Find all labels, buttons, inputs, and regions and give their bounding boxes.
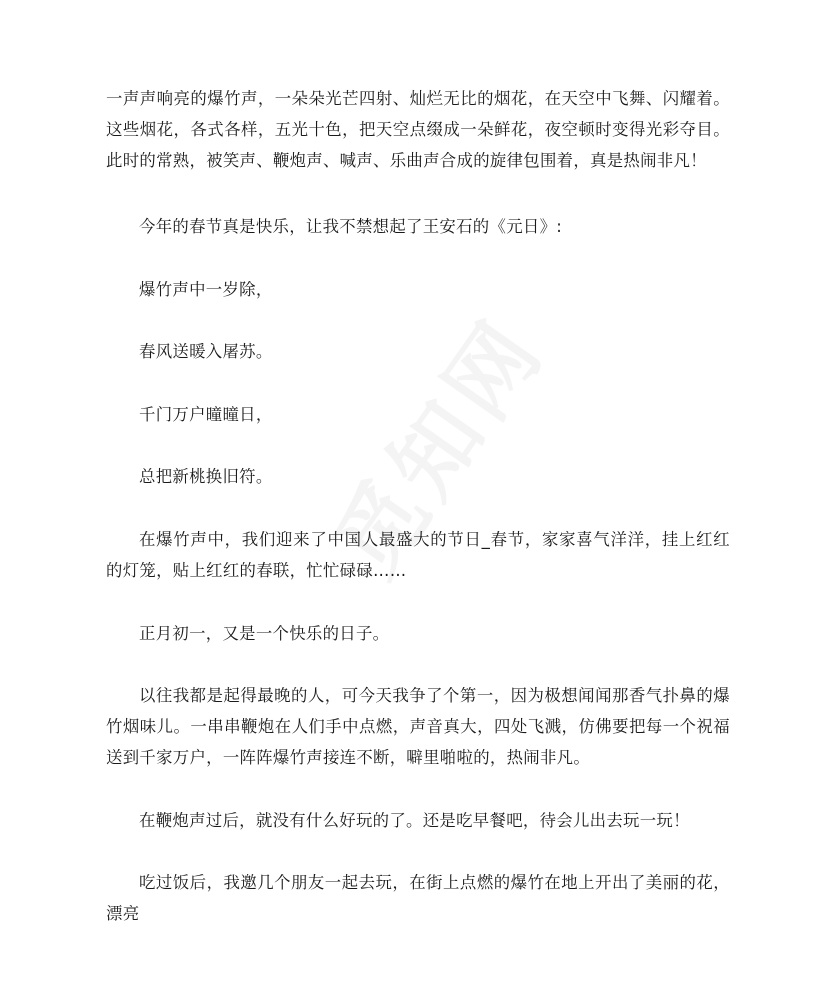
poem-line-2: 春风送暖入屠苏。 — [139, 342, 273, 361]
paragraph-poem-intro: 今年的春节真是快乐，让我不禁想起了王安石的《元日》: — [139, 217, 563, 236]
paragraph-new-year-day: 正月初一，又是一个快乐的日子。 — [139, 624, 390, 643]
poem-line-1: 爆竹声中一岁除， — [139, 280, 273, 299]
paragraph-spring-festival: 在爆竹声中，我们迎来了中国人最盛大的节日_春节，家家喜气洋洋，挂上红红的灯笼，贴上红红的春联，忙忙碌碌…… — [106, 530, 730, 580]
poem-line-4: 总把新桃换旧符。 — [139, 467, 273, 486]
paragraph-breakfast: 在鞭炮声过后，就没有什么好玩的了。还是吃早餐吧，待会儿出去玩一玩！ — [139, 811, 690, 830]
paragraph-firecrackers: 以往我都是起得最晚的人，可今天我争了个第一，因为极想闻闻那香气扑鼻的爆竹烟味儿。一串串鞭炮在人们手中点燃，声音真大，四处飞溅，仿佛要把每一个祝福送到千家万户，一阵阵爆竹声接连不断，噼里啪啦的，热闹非凡。 — [106, 686, 730, 767]
paragraph-fireworks: 一声声响亮的爆竹声，一朵朵光芒四射、灿烂无比的烟花，在天空中飞舞、闪耀着。这些烟花，各式各样，五光十色，把天空点缀成一朵鲜花，夜空顿时变得光彩夺目。此时的常熟，被笑声、鞭炮声、喊声、乐曲声合成的旋律包围着，真是热闹非凡！ — [106, 89, 730, 170]
paragraph-friends: 吃过饭后，我邀几个朋友一起去玩，在街上点燃的爆竹在地上开出了美丽的花，漂亮 — [106, 873, 730, 923]
poem-line-3: 千门万户曈曈日， — [139, 405, 273, 424]
